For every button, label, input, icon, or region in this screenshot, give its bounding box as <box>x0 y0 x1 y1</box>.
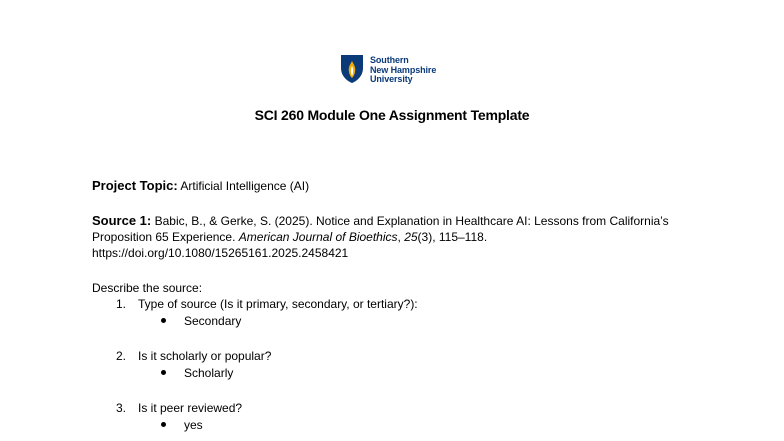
answer-2 <box>161 365 233 381</box>
answer-1-text: Secondary <box>184 314 242 328</box>
question-3-number: 3. <box>116 401 127 415</box>
source-1-line-2 <box>92 229 487 245</box>
source-1-line-3 <box>92 245 348 261</box>
source-1-issue-pages: (3), 115–118. <box>417 230 488 244</box>
question-2 <box>116 348 271 364</box>
project-topic-label: Project Topic: <box>92 178 178 193</box>
question-1-text: Type of source (Is it primary, secondary, or tertiary?): <box>138 297 418 311</box>
source-1-citation-line-2: Proposition 65 Experience. <box>92 230 239 244</box>
logo-line-2: New Hampshire <box>370 64 437 75</box>
logo-wordmark <box>370 56 436 85</box>
shield-icon <box>340 54 364 84</box>
answer-1 <box>161 313 241 329</box>
source-1-volume: 25 <box>404 230 418 244</box>
source-1-separator: , <box>397 230 405 244</box>
university-logo <box>340 54 436 85</box>
bullet-icon <box>161 422 166 427</box>
project-topic-value: Artificial Intelligence (AI) <box>180 179 310 193</box>
source-1-doi[interactable]: https://doi.org/10.1080/15265161.2025.2458421 <box>92 246 349 260</box>
question-2-number: 2. <box>116 349 127 363</box>
describe-heading: Describe the source: <box>92 281 203 295</box>
bullet-icon <box>161 370 166 375</box>
source-1-line-1 <box>92 213 669 229</box>
answer-3 <box>161 417 203 433</box>
question-1-number: 1. <box>116 297 127 311</box>
logo-line-1: Southern <box>370 55 409 65</box>
answer-2-text: Scholarly <box>184 366 234 380</box>
bullet-icon <box>161 318 166 323</box>
source-1-citation-line-1: Babic, B., & Gerke, S. (2025). Notice and Explanation in Healthcare AI: Lessons from California’s <box>154 214 669 228</box>
question-3-text: Is it peer reviewed? <box>138 401 243 415</box>
source-1-journal: American Journal of Bioethics <box>238 230 398 244</box>
source-1-label: Source 1: <box>92 213 152 228</box>
project-topic <box>92 178 309 194</box>
document-title: SCI 260 Module One Assignment Template <box>254 107 530 123</box>
question-1 <box>116 296 418 312</box>
logo-line-3: University <box>370 74 413 84</box>
question-2-text: Is it scholarly or popular? <box>138 349 272 363</box>
question-3 <box>116 400 242 416</box>
answer-3-text: yes <box>184 418 203 432</box>
